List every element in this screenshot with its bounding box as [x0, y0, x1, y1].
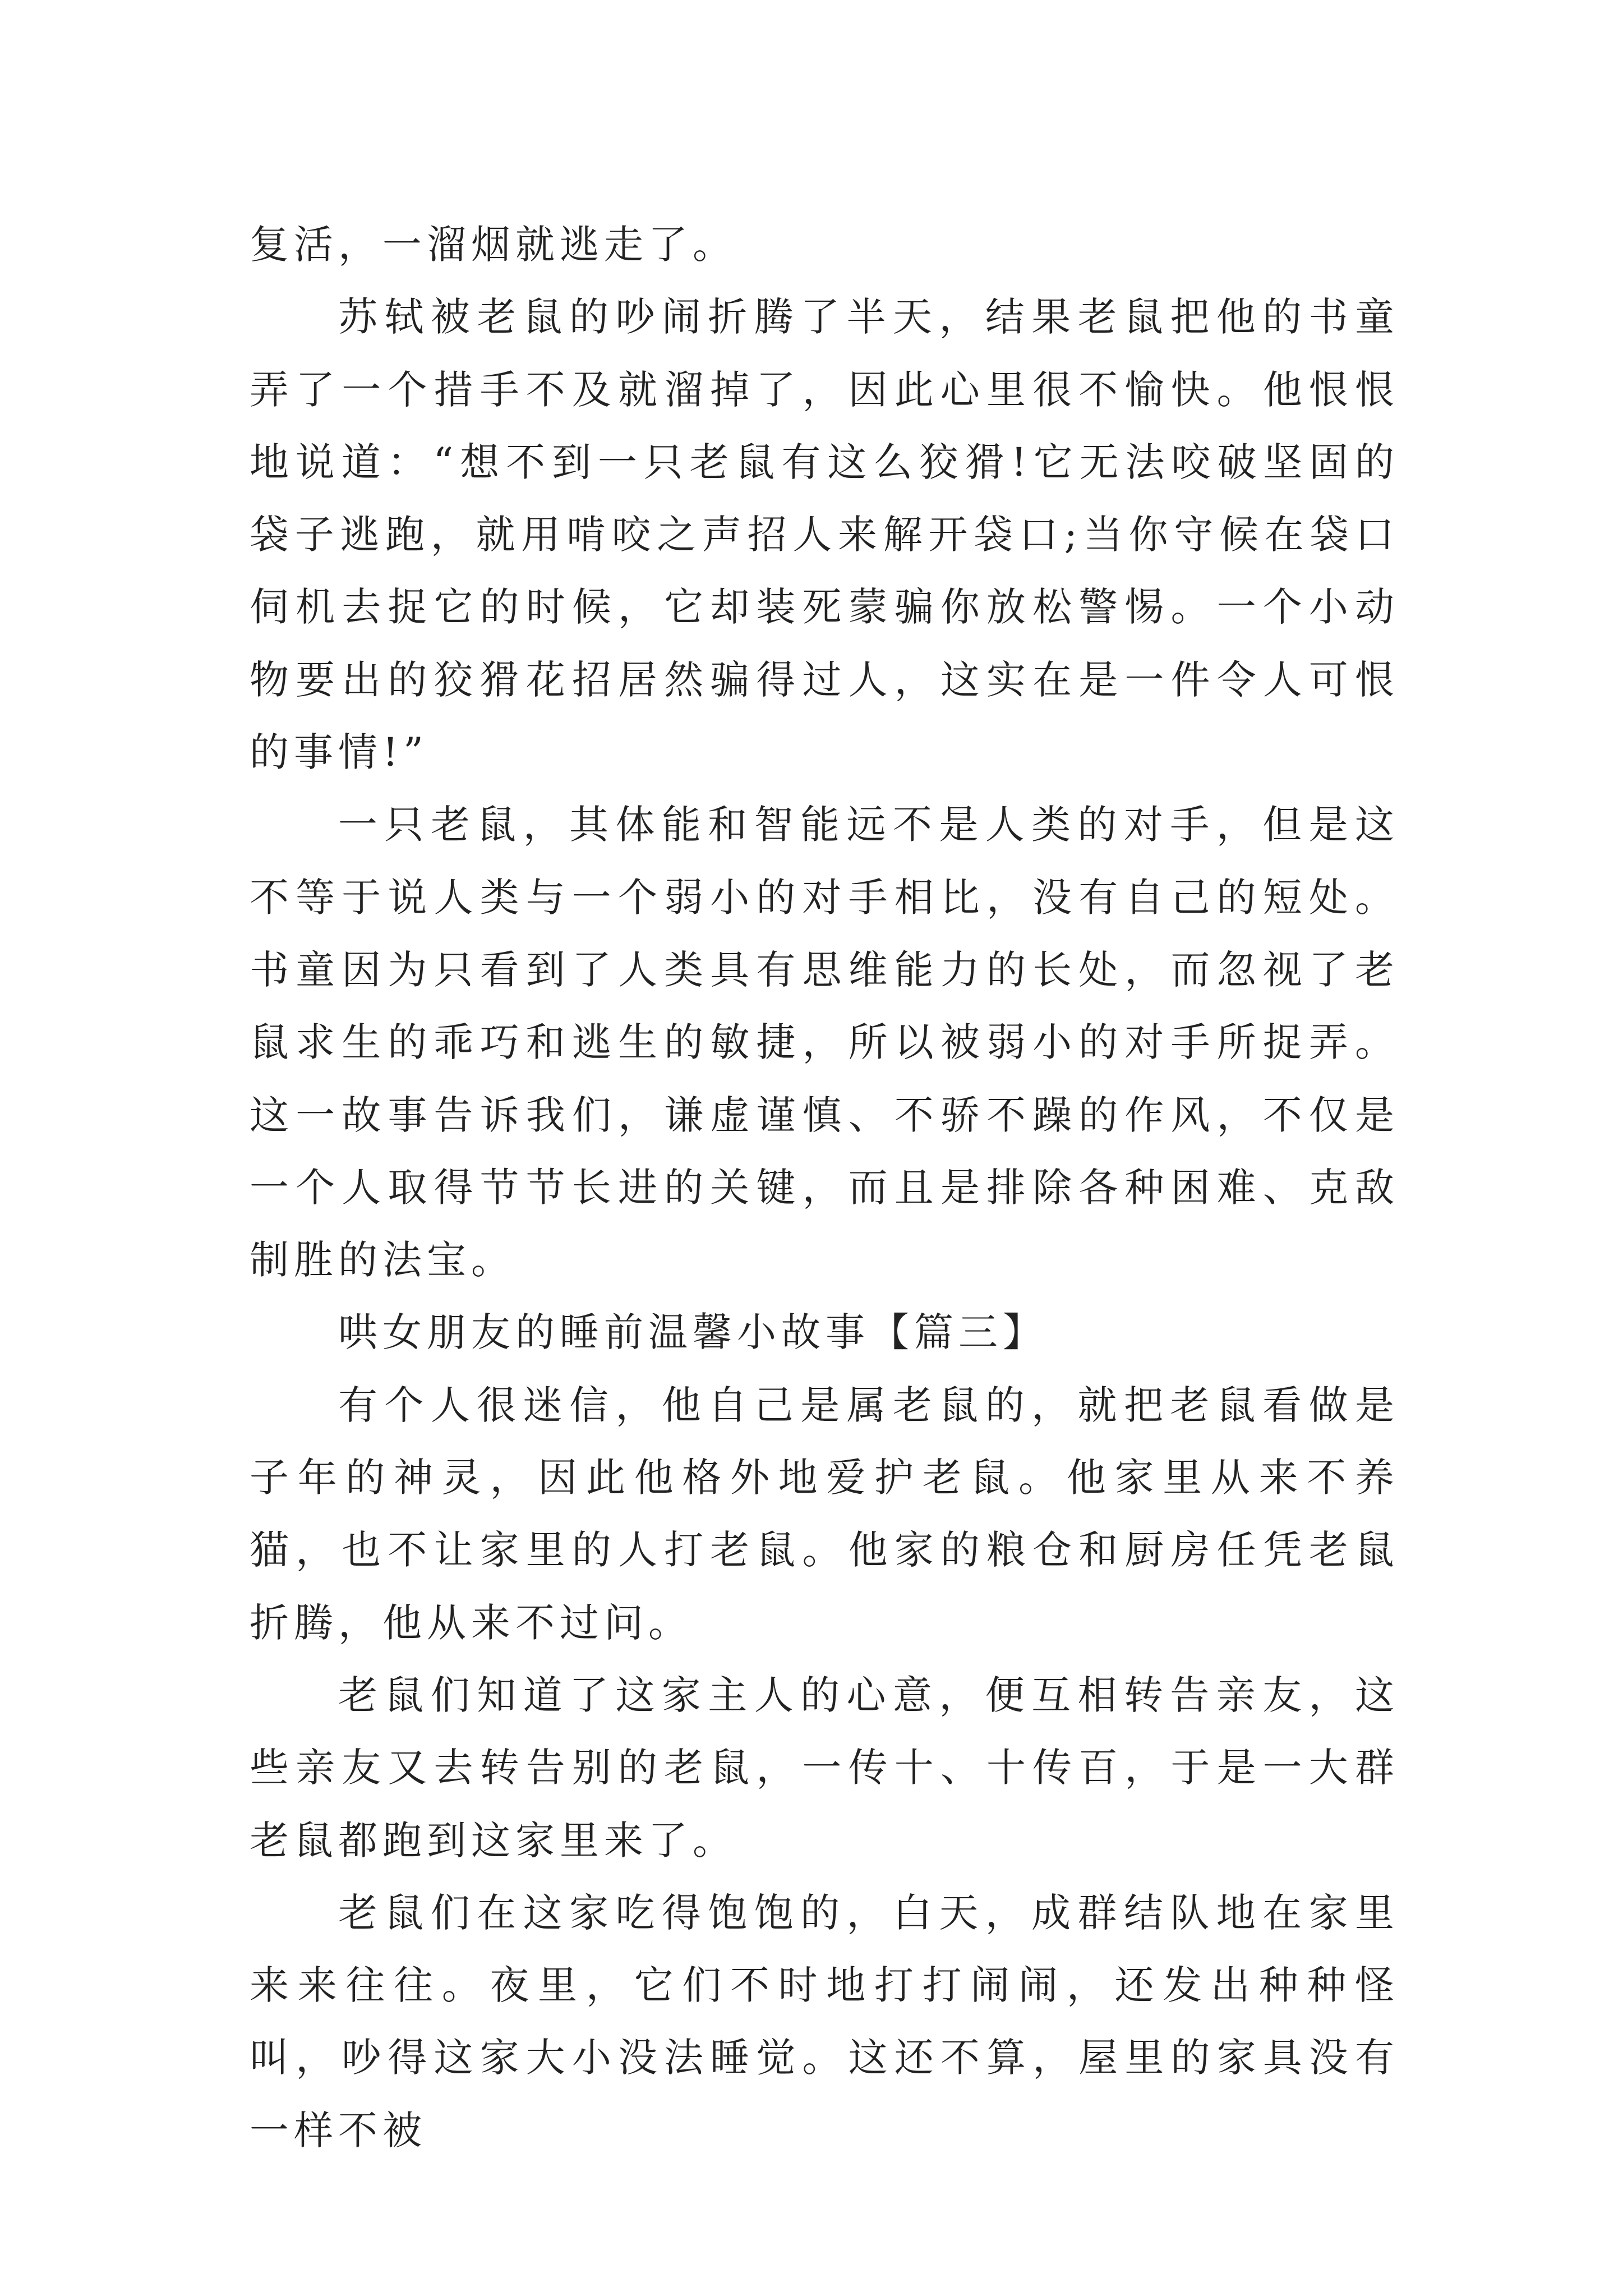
paragraph-sushi-complaint: 苏轼被老鼠的吵闹折腾了半天，结果老鼠把他的书童弄了一个措手不及就溜掉了，因此心里很不愉快。他恨恨地说道：“想不到一只老鼠有这么狡猾!它无法咬破坚固的袋子逃跑，就用啃咬之声招人来解开袋口;当你守候在袋口伺机去捉它的时候，它却装死蒙骗你放松警惕。一个小动物要出的狡猾花招居然骗得过人，这实在是一件令人可恨的事情!”	[250, 294, 1399, 776]
paragraph-superstitious-man: 有个人很迷信，他自己是属老鼠的，就把老鼠看做是子年的神灵，因此他格外地爱护老鼠。他家里从来不养猫，也不让家里的人打老鼠。他家的粮仓和厨房任凭老鼠折腾，他从来不过问。	[250, 1382, 1399, 1646]
paragraph-moral: 一只老鼠，其体能和智能远不是人类的对手，但是这不等于说人类与一个弱小的对手相比，没有自己的短处。书童因为只看到了人类具有思维能力的长处，而忽视了老鼠求生的乖巧和逃生的敏捷，所以被弱小的对手所捉弄。这一故事告诉我们，谦虚谨慎、不骄不躁的作风，不仅是一个人取得节节长进的关键，而且是排除各种困难、克敌制胜的法宝。	[250, 802, 1399, 1283]
document-body	[250, 209, 1399, 2167]
section-heading: 哄女朋友的睡前温馨小故事【篇三】	[338, 1309, 1047, 1356]
paragraph-mice-chaos: 老鼠们在这家吃得饱饱的，白天，成群结队地在家里来来往往。夜里，它们不时地打打闹闹，还发出种种怪叫，吵得这家大小没法睡觉。这还不算，屋里的家具没有一样不被	[250, 1889, 1399, 2154]
paragraph-mice-spread-word: 老鼠们知道了这家主人的心意，便互相转告亲友，这些亲友又去转告别的老鼠，一传十、十传百，于是一大群老鼠都跑到这家里来了。	[250, 1672, 1399, 1864]
paragraph-continuation: 复活，一溜烟就逃走了。	[250, 222, 737, 268]
